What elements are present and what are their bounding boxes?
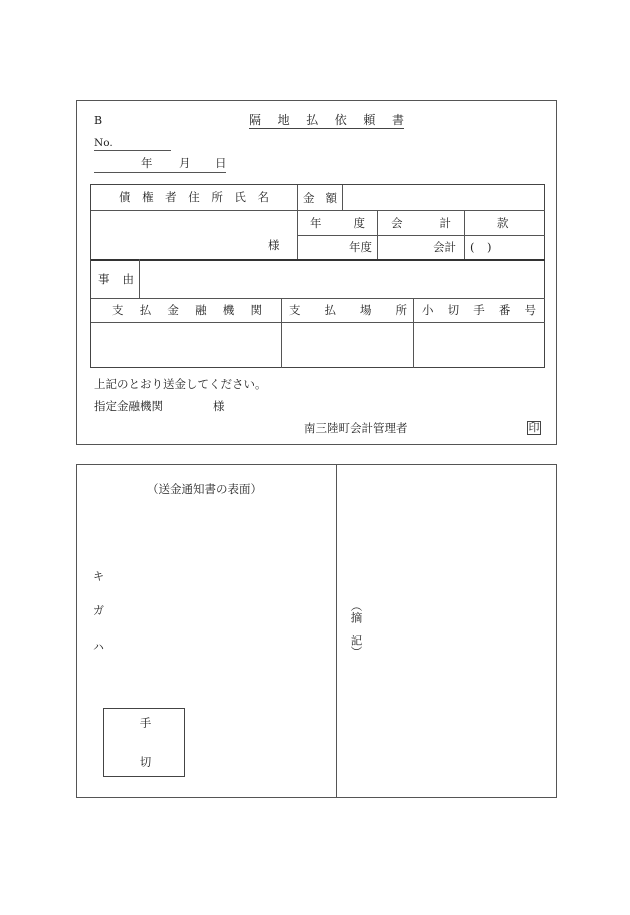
header-char: 関 [250,303,262,317]
label-char: 会 [391,216,403,230]
header-char: 権 [142,190,154,204]
stamp-box [103,708,185,777]
row-divider [91,210,545,211]
creditor-header [119,192,269,204]
header-char: 名 [257,190,269,204]
title-char: 隔 [249,113,262,127]
header-char: 号 [524,303,536,317]
amount-label [303,193,337,205]
stamp-char: 手 [138,717,153,729]
title-char: 払 [306,113,319,127]
col-divider [281,298,282,368]
label-char: 金 [303,191,315,205]
date-month-label: 月 [179,156,191,170]
label-char: 度 [353,216,365,230]
header-char: 支 [289,303,301,317]
header-char: 番 [498,303,511,317]
title-char: 書 [391,113,404,127]
header-char: 債 [119,190,131,204]
row-divider [297,235,545,236]
creditor-honorific: 様 [268,238,280,252]
item-label: 款 [497,216,509,230]
issuer-name: 南三陸町会計管理者 [304,421,408,435]
postcard-char: ガ [91,604,106,616]
number-label: No. [94,137,113,149]
header-char: 手 [473,303,485,317]
row-divider [91,259,545,261]
instruction-text: 上記のとおり送金してください。 [94,377,267,391]
reason-label [98,274,134,286]
label-char: 事 [98,272,110,286]
col-divider [297,185,298,259]
row-divider [91,322,545,323]
remarks-label: （摘 記） [349,600,364,658]
form-code: B [94,114,103,127]
col-divider [377,210,378,259]
header-char: 融 [195,303,207,317]
date-underline [94,172,226,173]
title-char: 地 [277,113,290,127]
request-table [90,184,545,368]
header-char: 小 [422,303,434,317]
date-year-label: 年 [141,156,153,170]
col-divider [342,185,343,210]
header-char: 払 [324,303,336,317]
designated-bank-honorific: 様 [213,399,225,413]
postcard-front [76,464,557,798]
account-suffix: 会計 [433,240,456,254]
header-char: 支 [112,303,124,317]
label-char: 年 [310,216,322,230]
title-char: 頼 [363,113,376,127]
header-char: 切 [447,303,460,317]
row-divider [91,298,545,299]
col-divider [413,298,414,368]
paren-close: ) [487,240,492,254]
form-title [249,114,404,129]
header-char: 場 [360,303,372,317]
postcard-char: キ [91,570,106,582]
header-char: 機 [222,303,235,317]
header-char: 所 [395,303,407,317]
cheque-header [422,305,536,317]
col-divider [464,210,465,259]
fiscal-year-suffix: 年度 [349,240,372,254]
year-label [310,218,365,230]
header-char: 払 [139,303,152,317]
payment-request-form [76,100,557,445]
number-underline [94,150,171,151]
postcard-divider [336,465,337,797]
label-char: 計 [439,216,451,230]
header-char: 者 [165,190,177,204]
title-char: 依 [334,113,347,127]
postcard-char: ハ [91,641,106,653]
header-char: 所 [211,190,223,204]
place-header [289,305,407,317]
account-label [391,218,451,230]
date-day-label: 日 [215,156,227,170]
seal-mark: 印 [528,421,540,434]
col-divider [139,259,140,298]
label-char: 額 [325,191,337,205]
header-char: 金 [167,303,179,317]
label-char: 由 [122,272,134,286]
bank-header [112,305,262,317]
postcard-front-label: （送金通知書の表面） [147,482,262,496]
header-char: 氏 [234,190,246,204]
stamp-char: 切 [138,756,153,768]
header-char: 住 [188,190,200,204]
designated-bank-label: 指定金融機関 [94,399,163,413]
paren-open: ( [470,240,475,254]
